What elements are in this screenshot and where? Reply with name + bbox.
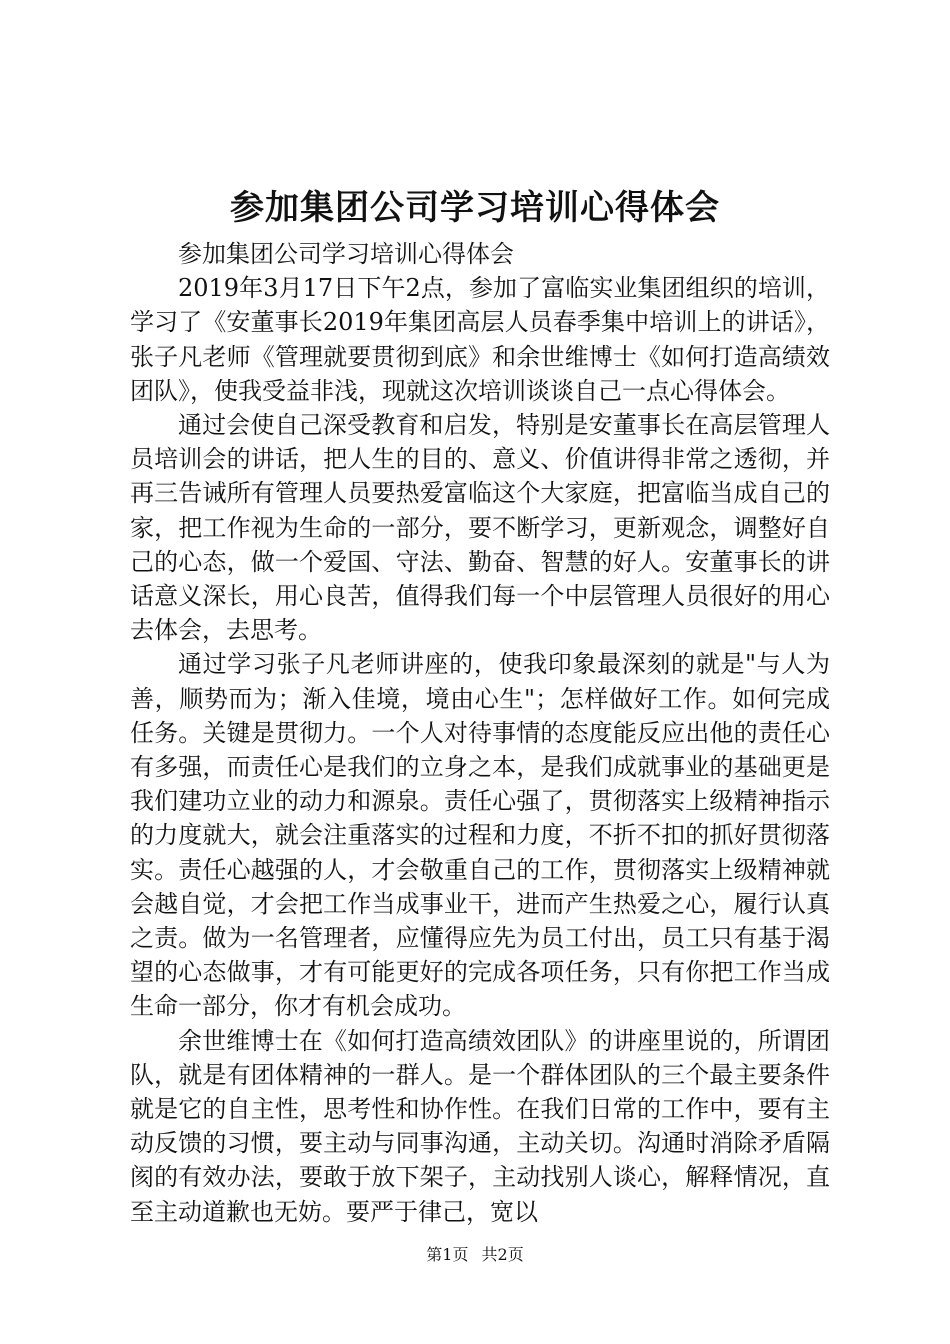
document-title: 参加集团公司学习培训心得体会 (230, 188, 720, 228)
paragraph-subtitle: 参加集团公司学习培训心得体会 (178, 240, 514, 268)
document-body (130, 237, 830, 1229)
paragraph-intro: 2019年3月17日下午2点，参加了富临实业集团组织的培训，学习了《安董事长2019年集团高层人员春季集中培训上的讲话》，张子凡老师《管理就要贯彻到底》和余世维博士《如何打造高绩效团队》，使我受益非浅，现就这次培训谈谈自己一点心得体会。 (130, 274, 830, 405)
paragraph-zhang-lecture: 通过学习张子凡老师讲座的，使我印象最深刻的就是"与人为善，顺势而为；渐入佳境，境由心生"；怎样做好工作。如何完成任务。关键是贯彻力。一个人对待事情的态度能反应出他的责任心有多强，而责任心是我们的立身之本，是我们成就事业的基础更是我们建功立业的动力和源泉。责任心强了，贯彻落实上级精神指示的力度就大，就会注重落实的过程和力度，不折不扣的抓好贯彻落实。责任心越强的人，才会敬重自己的工作，贯彻落实上级精神就会越自觉，才会把工作当成事业干，进而产生热爱之心，履行认真之责。做为一名管理者，应懂得应先为员工付出，员工只有基于渴望的心态做事，才有可能更好的完成各项任务，只有你把工作当成生命一部分，你才有机会成功。 (130, 650, 830, 1021)
page-number-total: 共2页 (481, 1245, 524, 1264)
page-footer (0, 1243, 950, 1267)
page-number-current: 第1页 (426, 1245, 469, 1264)
paragraph-chairman-speech: 通过会使自己深受教育和启发，特别是安董事长在高层管理人员培训会的讲话，把人生的目的、意义、价值讲得非常之透彻，并再三告诫所有管理人员要热爱富临这个大家庭，把富临当成自己的家，把工作视为生命的一部分，要不断学习，更新观念，调整好自己的心态，做一个爱国、守法、勤奋、智慧的好人。安董事长的讲话意义深长，用心良苦，值得我们每一个中层管理人员很好的用心去体会，去思考。 (130, 411, 830, 645)
paragraph-yu-lecture: 余世维博士在《如何打造高绩效团队》的讲座里说的，所谓团队，就是有团体精神的一群人。是一个群体团队的三个最主要条件就是它的自主性，思考性和协作性。在我们日常的工作中，要有主动反馈的习惯，要主动与同事沟通，主动关切。沟通时消除矛盾隔阂的有效办法，要敢于放下架子，主动找别人谈心，解释情况，直至主动道歉也无妨。要严于律己，宽以 (130, 1026, 830, 1226)
